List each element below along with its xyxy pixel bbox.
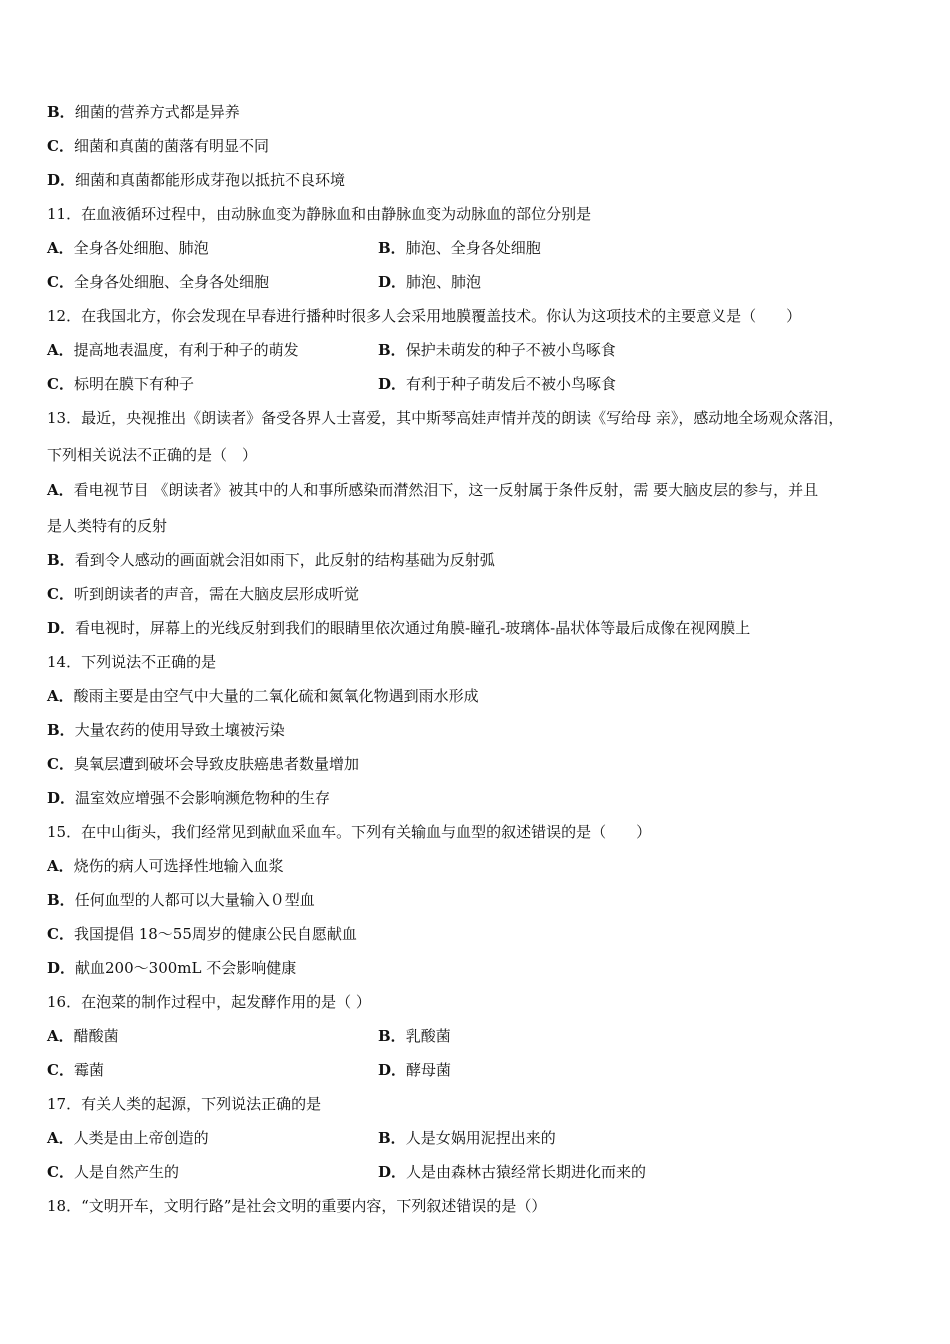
option-letter: D． [378, 273, 407, 291]
option-line [47, 340, 299, 360]
option-line [47, 890, 315, 910]
option-letter: A． [47, 857, 74, 875]
option-line [47, 958, 296, 978]
option-text-continued: 是人类特有的反射 [47, 517, 168, 535]
option-text: 标明在膜下有种子 [73, 375, 194, 393]
option-letter: D． [378, 1061, 407, 1079]
option-letter: D． [47, 959, 76, 977]
option-line [47, 856, 284, 876]
option-line [378, 1060, 451, 1080]
option-letter: C． [47, 137, 74, 155]
option-text: 细菌和真菌的菌落有明显不同 [73, 137, 269, 155]
option-letter: D． [47, 619, 76, 637]
option-letter: C． [47, 755, 74, 773]
option-letter: A． [47, 1027, 74, 1045]
option-text: 看电视节目 《朗读者》被其中的人和事所感染而潸然泪下，这一反射属于条件反射，需 要大脑皮层的参与，并且 [73, 481, 819, 499]
option-line [47, 584, 359, 604]
option-letter: A． [47, 1129, 74, 1147]
option-line [47, 272, 269, 292]
option-text: 看到令人感动的画面就会泪如雨下，此反射的结构基础为反射弧 [74, 551, 495, 569]
option-line [378, 1128, 556, 1148]
option-line [47, 924, 357, 944]
question-17: 17．有关人类的起源，下列说法正确的是 [47, 1095, 322, 1113]
question-18: 18．“文明开车，文明行路”是社会文明的重要内容，下列叙述错误的是（） [47, 1197, 547, 1215]
option-line [47, 720, 285, 740]
option-text: 烧伤的病人可选择性地输入血浆 [73, 857, 284, 875]
option-line [47, 1026, 119, 1046]
option-text: 提高地表温度，有利于种子的萌发 [73, 341, 299, 359]
option-letter: C． [47, 1061, 74, 1079]
option-letter: B． [47, 103, 75, 121]
option-text: 肺泡、全身各处细胞 [405, 239, 541, 257]
option-text: 保护未萌发的种子不被小鸟啄食 [405, 341, 616, 359]
option-line [378, 238, 541, 258]
option-letter: A． [47, 341, 74, 359]
option-text: 献血200～300mL 不会影响健康 [75, 959, 297, 977]
option-text: 听到朗读者的声音，需在大脑皮层形成听觉 [73, 585, 359, 603]
option-text: 看电视时，屏幕上的光线反射到我们的眼睛里依次通过角膜-瞳孔-玻璃体-晶状体等最后成像在视网膜上 [75, 619, 751, 637]
option-text: 人是自然产生的 [73, 1163, 179, 1181]
option-letter: B． [47, 551, 75, 569]
option-text: 臭氧层遭到破坏会导致皮肤癌患者数量增加 [73, 755, 359, 773]
option-letter: A． [47, 239, 74, 257]
option-text: 全身各处细胞、全身各处细胞 [73, 273, 269, 291]
option-text: 我国提倡 18～55周岁的健康公民自愿献血 [73, 925, 357, 943]
question-13-continued: 下列相关说法不正确的是（ ） [47, 446, 258, 464]
option-letter: A． [47, 481, 74, 499]
option-letter: D． [47, 789, 76, 807]
option-line [47, 1128, 209, 1148]
option-text: 大量农药的使用导致土壤被污染 [74, 721, 285, 739]
option-line [47, 480, 818, 500]
option-text: 酵母菌 [406, 1061, 452, 1079]
option-line [47, 1060, 104, 1080]
option-letter: A． [47, 687, 74, 705]
option-line [378, 272, 481, 292]
option-line [47, 788, 330, 808]
question-15: 15．在中山街头，我们经常见到献血采血车。下列有关输血与血型的叙述错误的是（ ） [47, 823, 652, 841]
option-line [47, 1162, 179, 1182]
option-letter: B． [378, 1027, 406, 1045]
option-letter: D． [378, 1163, 407, 1181]
option-line [47, 136, 269, 156]
option-text: 有利于种子萌发后不被小鸟啄食 [406, 375, 617, 393]
option-letter: B． [47, 891, 75, 909]
question-16: 16．在泡菜的制作过程中，起发酵作用的是（ ） [47, 993, 371, 1011]
option-text: 人是女娲用泥捏出来的 [405, 1129, 556, 1147]
option-letter: B． [378, 239, 406, 257]
question-12: 12．在我国北方，你会发现在早春进行播种时很多人会采用地膜覆盖技术。你认为这项技术的主要意义是（ ） [47, 307, 802, 325]
option-text: 肺泡、肺泡 [406, 273, 482, 291]
option-text: 全身各处细胞、肺泡 [73, 239, 209, 257]
question-13: 13．最近，央视推出《朗读者》备受各界人士喜爱，其中斯琴高娃声情并茂的朗读《写给母 亲》，感动地全场观众落泪， [47, 409, 844, 427]
question-14: 14．下列说法不正确的是 [47, 653, 217, 671]
option-text: 细菌的营养方式都是异养 [74, 103, 240, 121]
option-letter: C． [47, 585, 74, 603]
option-line [378, 1026, 451, 1046]
option-text: 温室效应增强不会影响濒危物种的生存 [75, 789, 331, 807]
option-line [47, 238, 209, 258]
option-letter: D． [378, 375, 407, 393]
option-line [47, 686, 479, 706]
option-text: 人是由森林古猿经常长期进化而来的 [406, 1163, 647, 1181]
option-text: 霉菌 [73, 1061, 104, 1079]
option-line [378, 374, 616, 394]
option-line [47, 618, 750, 638]
option-text: 醋酸菌 [73, 1027, 119, 1045]
option-text: 酸雨主要是由空气中大量的二氧化硫和氮氧化物遇到雨水形成 [73, 687, 479, 705]
option-line [47, 754, 359, 774]
option-letter: D． [47, 171, 76, 189]
option-letter: B． [47, 721, 75, 739]
option-letter: C． [47, 375, 74, 393]
question-11: 11．在血液循环过程中，由动脉血变为静脉血和由静脉血变为动脉血的部位分别是 [47, 205, 592, 223]
option-text: 乳酸菌 [405, 1027, 451, 1045]
option-line [47, 374, 194, 394]
option-line [378, 340, 616, 360]
option-letter: C． [47, 1163, 74, 1181]
option-line [47, 550, 495, 570]
option-text: 细菌和真菌都能形成芽孢以抵抗不良环境 [75, 171, 346, 189]
option-letter: B． [378, 341, 406, 359]
option-letter: C． [47, 925, 74, 943]
option-line [378, 1162, 646, 1182]
option-text: 任何血型的人都可以大量输入０型血 [74, 891, 315, 909]
option-text: 人类是由上帝创造的 [73, 1129, 209, 1147]
option-line [47, 170, 345, 190]
option-letter: C． [47, 273, 74, 291]
option-line [47, 102, 240, 122]
option-letter: B． [378, 1129, 406, 1147]
